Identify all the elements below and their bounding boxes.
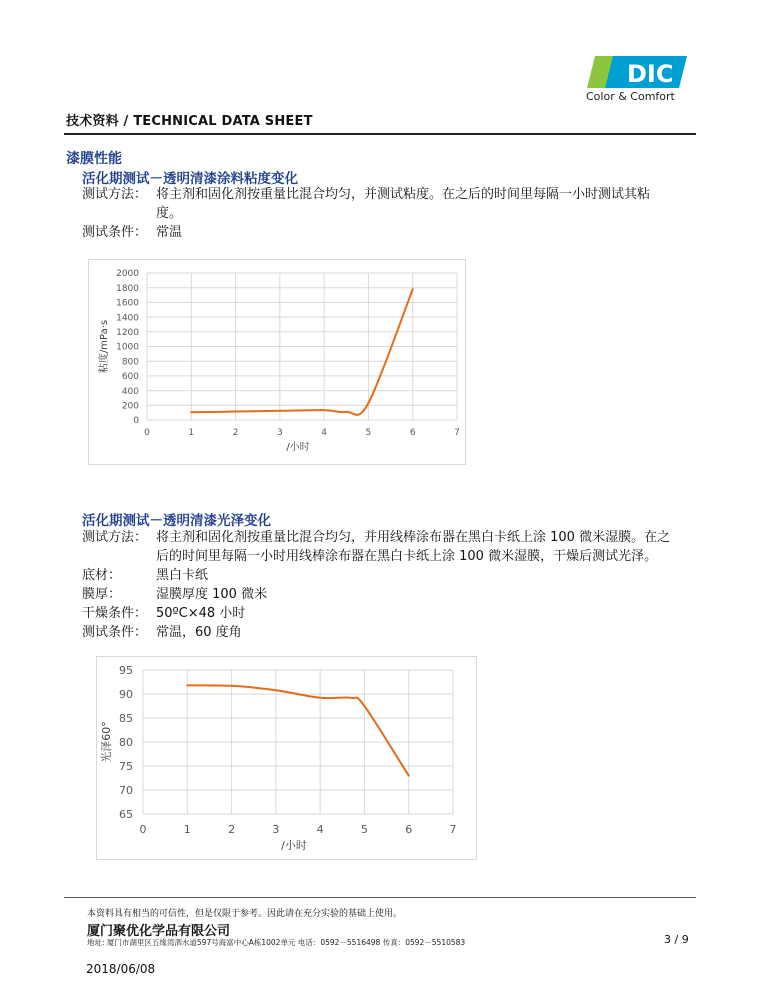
y-tick-label: 1600 [116,298,139,309]
y-tick-label: 1800 [116,283,139,294]
logo-tagline: Color & Comfort [586,90,675,103]
y-tick-label: 800 [121,357,139,368]
gloss-title: 活化期测试－透明清漆光泽变化 [82,513,271,529]
gloss-chart-svg [97,657,476,859]
document-date: 2018/06/08 [86,962,156,976]
y-tick-label: 70 [119,783,133,797]
viscosity-chart [88,259,466,465]
series-line [187,685,408,775]
gloss-chart [96,656,477,860]
viscosity-title: 活化期测试－透明清漆涂料粘度变化 [82,171,298,187]
y-tick-label: 65 [119,807,133,821]
viscosity-condition-value: 常温 [156,225,183,240]
y-axis-label: 粘度/mPa·s [99,319,110,374]
gloss-condition-label: 测试条件： [82,625,148,640]
x-tick-label: 1 [183,823,191,836]
gloss-method-label: 测试方法： [82,530,148,545]
viscosity-condition-label: 测试条件： [82,225,148,240]
viscosity-method-line2: 度。 [156,206,183,221]
x-tick-label: 2 [232,428,239,438]
y-tick-label: 95 [119,663,133,677]
x-tick-label: 6 [409,428,416,438]
y-tick-label: 1400 [116,313,139,324]
x-tick-label: 3 [272,823,280,836]
viscosity-method-line1: 将主剂和固化剂按重量比混合均匀，并测试粘度。在之后的时间里每隔一小时测试其粘 [156,187,651,202]
y-tick-label: 2000 [116,269,139,280]
dic-logo-icon [583,52,691,90]
y-tick-label: 90 [119,687,133,701]
x-tick-label: 3 [276,428,283,438]
gloss-dry-label: 干燥条件： [82,606,148,621]
y-axis-label: 光泽60° [100,721,113,763]
x-tick-label: 2 [228,823,236,836]
gloss-method-line1: 将主剂和固化剂按重量比混合均匀，并用线棒涂布器在黑白卡纸上涂 100 微米湿膜。在之 [156,530,671,545]
x-tick-label: 6 [405,823,413,836]
y-tick-label: 80 [119,735,133,749]
x-tick-label: 7 [454,428,460,438]
x-tick-label: 0 [139,823,147,836]
x-axis-label: /小时 [286,442,310,453]
gloss-condition-value: 常温，60 度角 [156,625,242,640]
x-tick-label: 0 [144,428,150,438]
y-tick-label: 75 [119,759,133,773]
gloss-thickness-label: 膜厚： [82,587,122,602]
logo-letters: DIC [627,60,674,88]
y-tick-label: 1000 [116,342,139,353]
y-tick-label: 0 [133,416,139,427]
y-tick-label: 400 [121,386,139,397]
series-line [191,289,412,415]
doc-title: 技术资料 / TECHNICAL DATA SHEET [66,114,313,129]
company-address: 地址: 厦门市湖里区五缘湾泗水道597号海富中心A栋1002单元 电话：0592－5516498 传真：0592－5510583 [87,938,466,947]
y-tick-label: 1200 [116,327,139,338]
gloss-method-line2: 后的时间里每隔一小时用线棒涂布器在黑白卡纸上涂 100 微米湿膜，干燥后测试光泽。 [156,549,658,564]
x-tick-label: 4 [321,428,328,438]
gloss-thickness-value: 湿膜厚度 100 微米 [156,587,268,602]
header-divider [64,133,696,135]
gloss-substrate-label: 底材： [82,568,122,583]
company-name: 厦门聚优化学品有限公司 [87,924,231,939]
y-tick-label: 200 [121,401,139,412]
gloss-text-block [82,528,712,648]
viscosity-text-block [82,185,702,245]
x-tick-label: 7 [449,823,457,836]
x-tick-label: 4 [316,823,324,836]
x-tick-label: 5 [365,428,372,438]
footer-divider [64,897,696,898]
y-tick-label: 600 [121,372,139,383]
page-number: 3 / 9 [664,933,689,946]
x-tick-label: 5 [360,823,368,836]
viscosity-method-label: 测试方法： [82,187,148,202]
gloss-dry-value: 50ºC×48 小时 [156,606,246,621]
viscosity-chart-svg [89,260,465,464]
y-tick-label: 85 [119,711,133,725]
x-tick-label: 1 [188,428,195,438]
x-axis-label: /小时 [281,839,307,852]
section-title: 漆膜性能 [66,151,122,167]
company-logo [583,52,691,104]
gloss-substrate-value: 黑白卡纸 [156,568,209,583]
footer-note: 本资料具有相当的可信性，但是仅限于参考。因此请在充分实验的基础上使用。 [87,909,403,919]
